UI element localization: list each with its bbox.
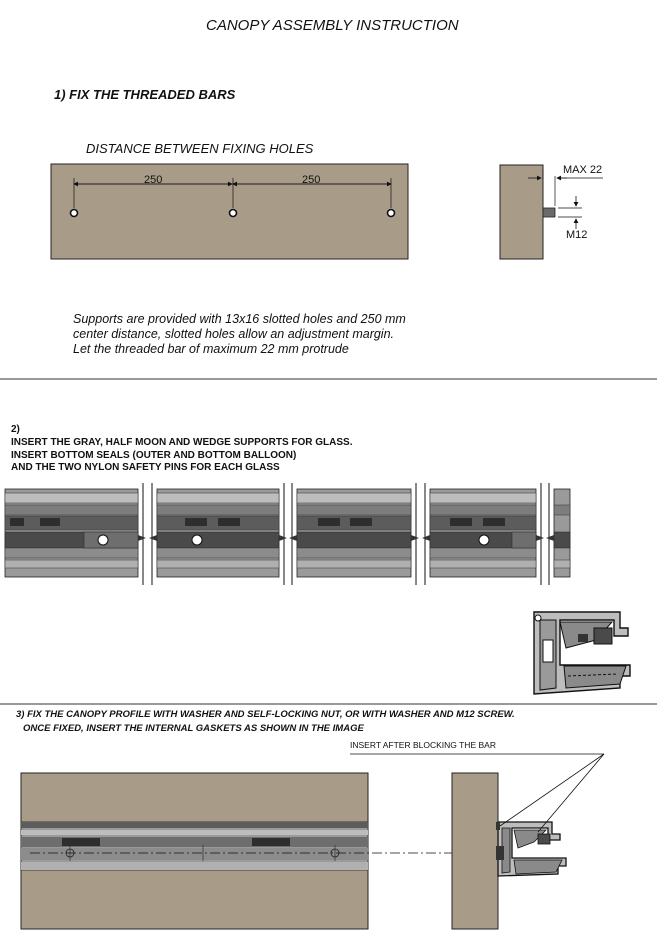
- profile-segment-2: [157, 489, 279, 577]
- step2-line2: INSERT BOTTOM SEALS (OUTER AND BOTTOM BALLOON): [11, 450, 297, 461]
- dimension-label-left: 250: [144, 174, 163, 186]
- step1-subheading: DISTANCE BETWEEN FIXING HOLES: [86, 141, 314, 156]
- canopy-profile-strip: [5, 483, 570, 585]
- fixing-hole: [388, 210, 395, 217]
- profile-segment-4: [430, 489, 536, 577]
- profile-segment-1: [5, 489, 138, 577]
- step1-note-line3: Let the threaded bar of maximum 22 mm protrude: [73, 342, 349, 356]
- wall-front-view: [51, 164, 408, 259]
- callout-label: INSERT AFTER BLOCKING THE BAR: [350, 740, 496, 750]
- page-title: CANOPY ASSEMBLY INSTRUCTION: [206, 17, 459, 34]
- max-protrusion-label: MAX 22: [563, 164, 603, 176]
- step3-line2: ONCE FIXED, INSERT THE INTERNAL GASKETS AS SHOWN IN THE IMAGE: [23, 723, 364, 734]
- step3-line1: 3) FIX THE CANOPY PROFILE WITH WASHER AND SELF-LOCKING NUT, OR WITH WASHER AND M12 SCREW.: [16, 709, 515, 720]
- step1-note-line2: center distance, slotted holes allow an adjustment margin.: [73, 327, 395, 341]
- profile-segment-5: [554, 489, 570, 577]
- bolt-size-label: M12: [566, 229, 588, 241]
- wall-front-with-profile: [21, 773, 368, 929]
- internal-gasket: [538, 834, 550, 844]
- step2-line1: INSERT THE GRAY, HALF MOON AND WEDGE SUPPORTS FOR GLASS.: [11, 437, 353, 448]
- profile-cross-section: [534, 612, 630, 694]
- fixing-hole: [71, 210, 78, 217]
- dimension-label-right: 250: [302, 174, 321, 186]
- step1-note-line1: Supports are provided with 13x16 slotted holes and 250 mm: [73, 312, 406, 326]
- wall-side-with-profile: [452, 773, 566, 929]
- threaded-bar: [543, 208, 555, 217]
- profile-segment-3: [297, 489, 411, 577]
- fixing-hole: [230, 210, 237, 217]
- step2-line3: AND THE TWO NYLON SAFETY PINS FOR EACH GLASS: [11, 462, 280, 473]
- step1-heading: 1) FIX THE THREADED BARS: [54, 87, 236, 102]
- wall-side-view: [500, 165, 603, 259]
- step2-number: 2): [11, 424, 20, 435]
